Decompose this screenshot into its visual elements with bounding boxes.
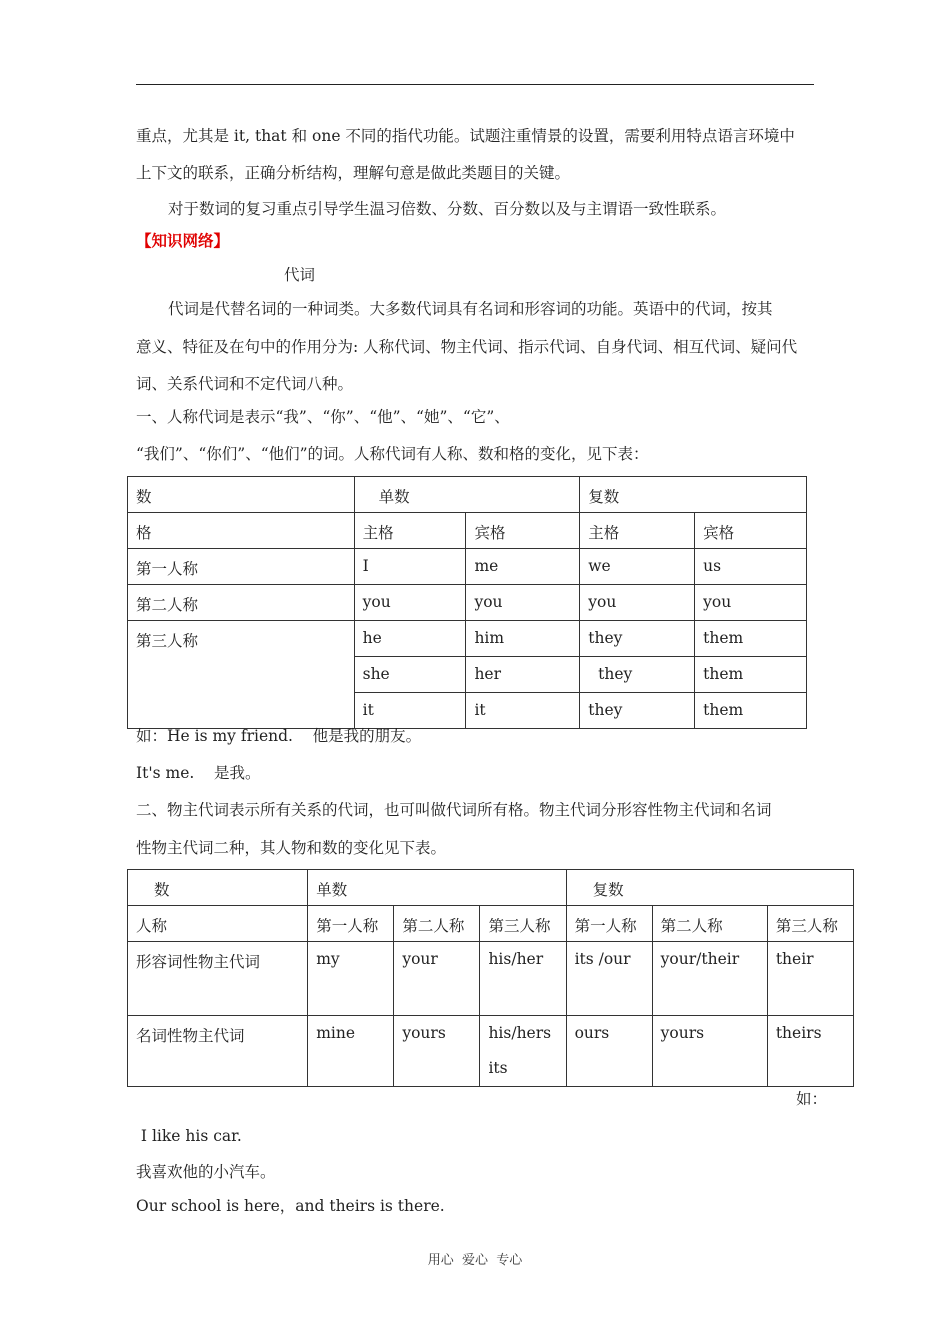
cell-line: its [488, 1059, 508, 1077]
table-cell: you [354, 585, 466, 621]
table-cell: me [466, 549, 580, 585]
table-cell: it [354, 693, 466, 729]
paragraph: 二、物主代词表示所有关系的代词，也可叫做代词所有格。物主代词分形容性物主代词和名词 [136, 801, 772, 819]
table-cell: him [466, 621, 580, 657]
table-header-cell: 宾格 [695, 513, 807, 549]
table-row [128, 942, 854, 1016]
table-cell: you [695, 585, 807, 621]
table-cell: them [695, 693, 807, 729]
table-header-cell: 第二人称 [394, 906, 480, 942]
table-header-cell: 主格 [354, 513, 466, 549]
table-header-cell: 单数 [354, 477, 580, 513]
table-cell: 形容词性物主代词 [128, 942, 308, 1016]
table-header-cell: 宾格 [466, 513, 580, 549]
possessive-pronoun-table [127, 869, 854, 1087]
table-row [128, 549, 807, 585]
table-cell: its /our [566, 942, 652, 1016]
table-cell: I [354, 549, 466, 585]
example-sentence: 如：He is my friend. 他是我的朋友。 [136, 727, 422, 745]
table-cell: they [580, 693, 695, 729]
table-row [128, 1016, 854, 1087]
table-cell: you [580, 585, 695, 621]
paragraph: “我们”、“你们”、“他们”的词。人称代词有人称、数和格的变化，见下表： [136, 445, 649, 463]
table-cell: 第三人称 [128, 621, 355, 729]
paragraph: 对于数词的复习重点引导学生温习倍数、分数、百分数以及与主谓语一致性联系。 [168, 200, 727, 218]
table-cell: 名词性物主代词 [128, 1016, 308, 1087]
table-cell: 第一人称 [128, 549, 355, 585]
table-cell: them [695, 657, 807, 693]
table-header-cell: 复数 [566, 870, 853, 906]
table-cell: you [466, 585, 580, 621]
paragraph: 一、人称代词是表示“我”、“你”、“他”、“她”、“它”、 [136, 408, 510, 426]
paragraph: 词、关系代词和不定代词八种。 [136, 375, 354, 393]
example-sentence: I like his car. [136, 1127, 242, 1145]
example-sentence: 我喜欢他的小汽车。 [136, 1163, 276, 1181]
table-row [128, 621, 807, 657]
table-header-cell: 第三人称 [767, 906, 853, 942]
table-cell: yours [652, 1016, 767, 1087]
table-cell: she [354, 657, 466, 693]
table-cell [480, 1016, 566, 1087]
table-cell: mine [308, 1016, 394, 1087]
table-cell: yours [394, 1016, 480, 1087]
table-header-cell: 格 [128, 513, 355, 549]
paragraph: 上下文的联系，正确分析结构，理解句意是做此类题目的关键。 [136, 164, 571, 182]
paragraph: 性物主代词二种，其人物和数的变化见下表。 [136, 839, 447, 857]
paragraph: 代词是代替名词的一种词类。大多数代词具有名词和形容词的功能。英语中的代词，按其 [168, 300, 773, 318]
example-sentence: It's me. 是我。 [136, 764, 261, 782]
table-cell: their [767, 942, 853, 1016]
table-header-cell: 第三人称 [480, 906, 566, 942]
paragraph: 重点，尤其是 it, that 和 one 不同的指代功能。试题注重情景的设置，需要利用特点语言环境中 [136, 127, 795, 145]
paragraph: 意义、特征及在句中的作用分为: 人称代词、物主代词、指示代词、自身代词、相互代词、疑问代 [136, 338, 798, 356]
table-cell: us [695, 549, 807, 585]
table-header-cell: 第一人称 [566, 906, 652, 942]
table-cell: your [394, 942, 480, 1016]
table-header-cell: 第二人称 [652, 906, 767, 942]
subtitle: 代词 [284, 266, 316, 284]
table-row [128, 585, 807, 621]
table-cell: they [580, 657, 695, 693]
example-sentence: Our school is here，and theirs is there. [136, 1197, 445, 1215]
section-header: 【知识网络】 [136, 231, 230, 250]
table-cell: your/their [652, 942, 767, 1016]
table-cell: my [308, 942, 394, 1016]
personal-pronoun-table [127, 476, 807, 729]
table-cell: ours [566, 1016, 652, 1087]
table-cell: his/her [480, 942, 566, 1016]
table-cell: her [466, 657, 580, 693]
table-cell: it [466, 693, 580, 729]
table-header-cell: 数 [128, 477, 355, 513]
table-cell: 第二人称 [128, 585, 355, 621]
table-header-cell: 数 [128, 870, 308, 906]
table-header-cell: 复数 [580, 477, 807, 513]
table-header-cell: 单数 [308, 870, 566, 906]
page-footer: 用心 爱心 专心 [427, 1253, 523, 1268]
table-cell: we [580, 549, 695, 585]
table-cell: theirs [767, 1016, 853, 1087]
table-header-cell: 主格 [580, 513, 695, 549]
table-cell: they [580, 621, 695, 657]
table-header-cell: 人称 [128, 906, 308, 942]
header-rule [136, 84, 814, 85]
table-header-cell: 第一人称 [308, 906, 394, 942]
table-cell: them [695, 621, 807, 657]
example-label: 如： [796, 1090, 828, 1108]
cell-line: his/hers [488, 1024, 552, 1042]
table-cell: he [354, 621, 466, 657]
